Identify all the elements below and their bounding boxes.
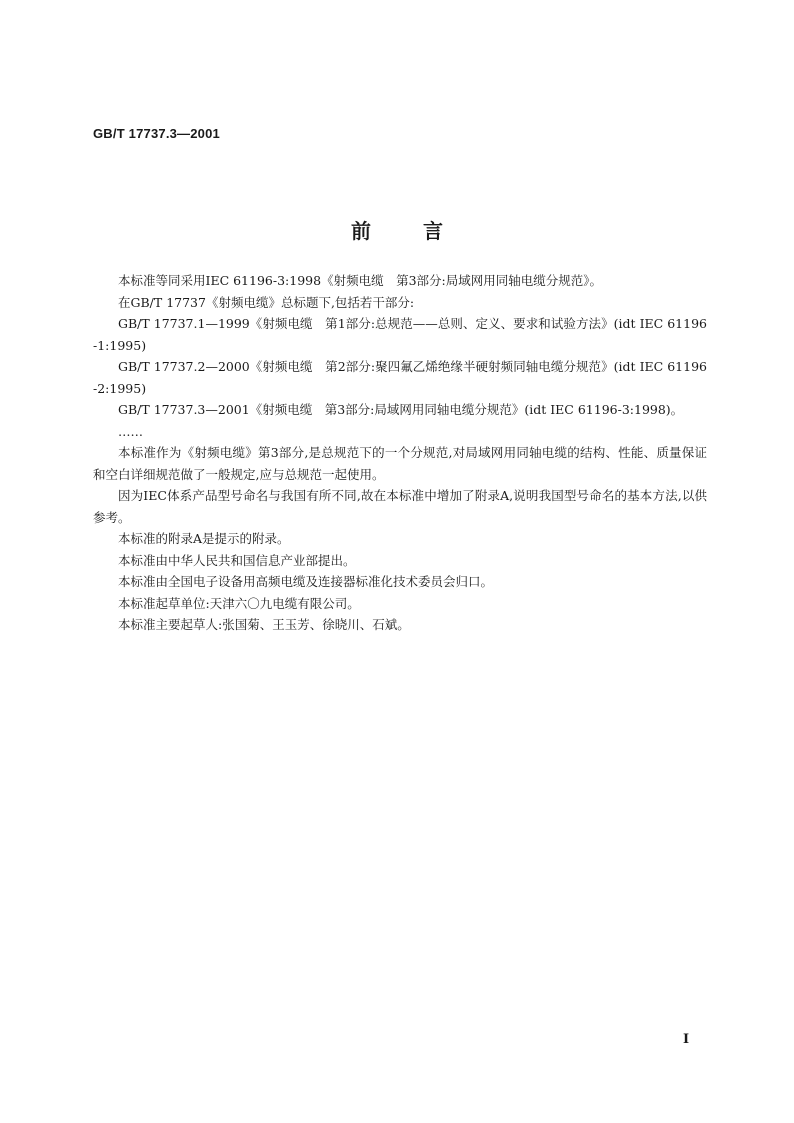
paragraph-annex-reason: 因为IEC体系产品型号命名与我国有所不同,故在本标准中增加了附录A,说明我国型号命名的基本方法,以供参考。 (93, 488, 707, 525)
paragraph-ellipsis: …… (118, 423, 143, 439)
paragraph-drafting-unit: 本标准起草单位:天津六〇九电缆有限公司。 (118, 595, 360, 611)
standard-code: GB/T 17737.3—2001 (93, 126, 220, 141)
paragraph-part-3: GB/T 17737.3—2001《射频电缆 第3部分:局域网用同轴电缆分规范》(idt IEC 61196-3:1998)。 (118, 402, 684, 417)
page-title (0, 215, 794, 244)
paragraph-scope: 本标准作为《射频电缆》第3部分,是总规范下的一个分规范,对局域网用同轴电缆的结构、性能、质量保证和空白详细规范做了一般规定,应与总规范一起使用。 (93, 445, 707, 482)
paragraph-annex-note: 本标准的附录A是提示的附录。 (118, 531, 290, 546)
paragraph-series-intro: 在GB/T 17737《射频电缆》总标题下,包括若干部分: (118, 294, 415, 310)
paragraph-adoption: 本标准等同采用IEC 61196-3:1998《射频电缆 第3部分:局域网用同轴电缆分规范》。 (118, 273, 602, 288)
paragraph-drafters: 本标准主要起草人:张国菊、王玉芳、徐晓川、石斌。 (118, 617, 410, 632)
foreword-body (93, 270, 707, 636)
paragraph-committee: 本标准由全国电子设备用高频电缆及连接器标准化技术委员会归口。 (118, 574, 494, 589)
paragraph-part-2: GB/T 17737.2—2000《射频电缆 第2部分:聚四氟乙烯绝缘半硬射频同轴电缆分规范》(idt IEC 61196-2:1995) (93, 359, 707, 396)
paragraph-part-1: GB/T 17737.1—1999《射频电缆 第1部分:总规范——总则、定义、要求和试验方法》(idt IEC 61196-1:1995) (93, 316, 707, 353)
page-number: I (683, 1032, 690, 1047)
title-char-2: 言 (423, 219, 443, 243)
paragraph-proposer: 本标准由中华人民共和国信息产业部提出。 (118, 552, 356, 568)
title-char-1: 前 (351, 219, 371, 243)
